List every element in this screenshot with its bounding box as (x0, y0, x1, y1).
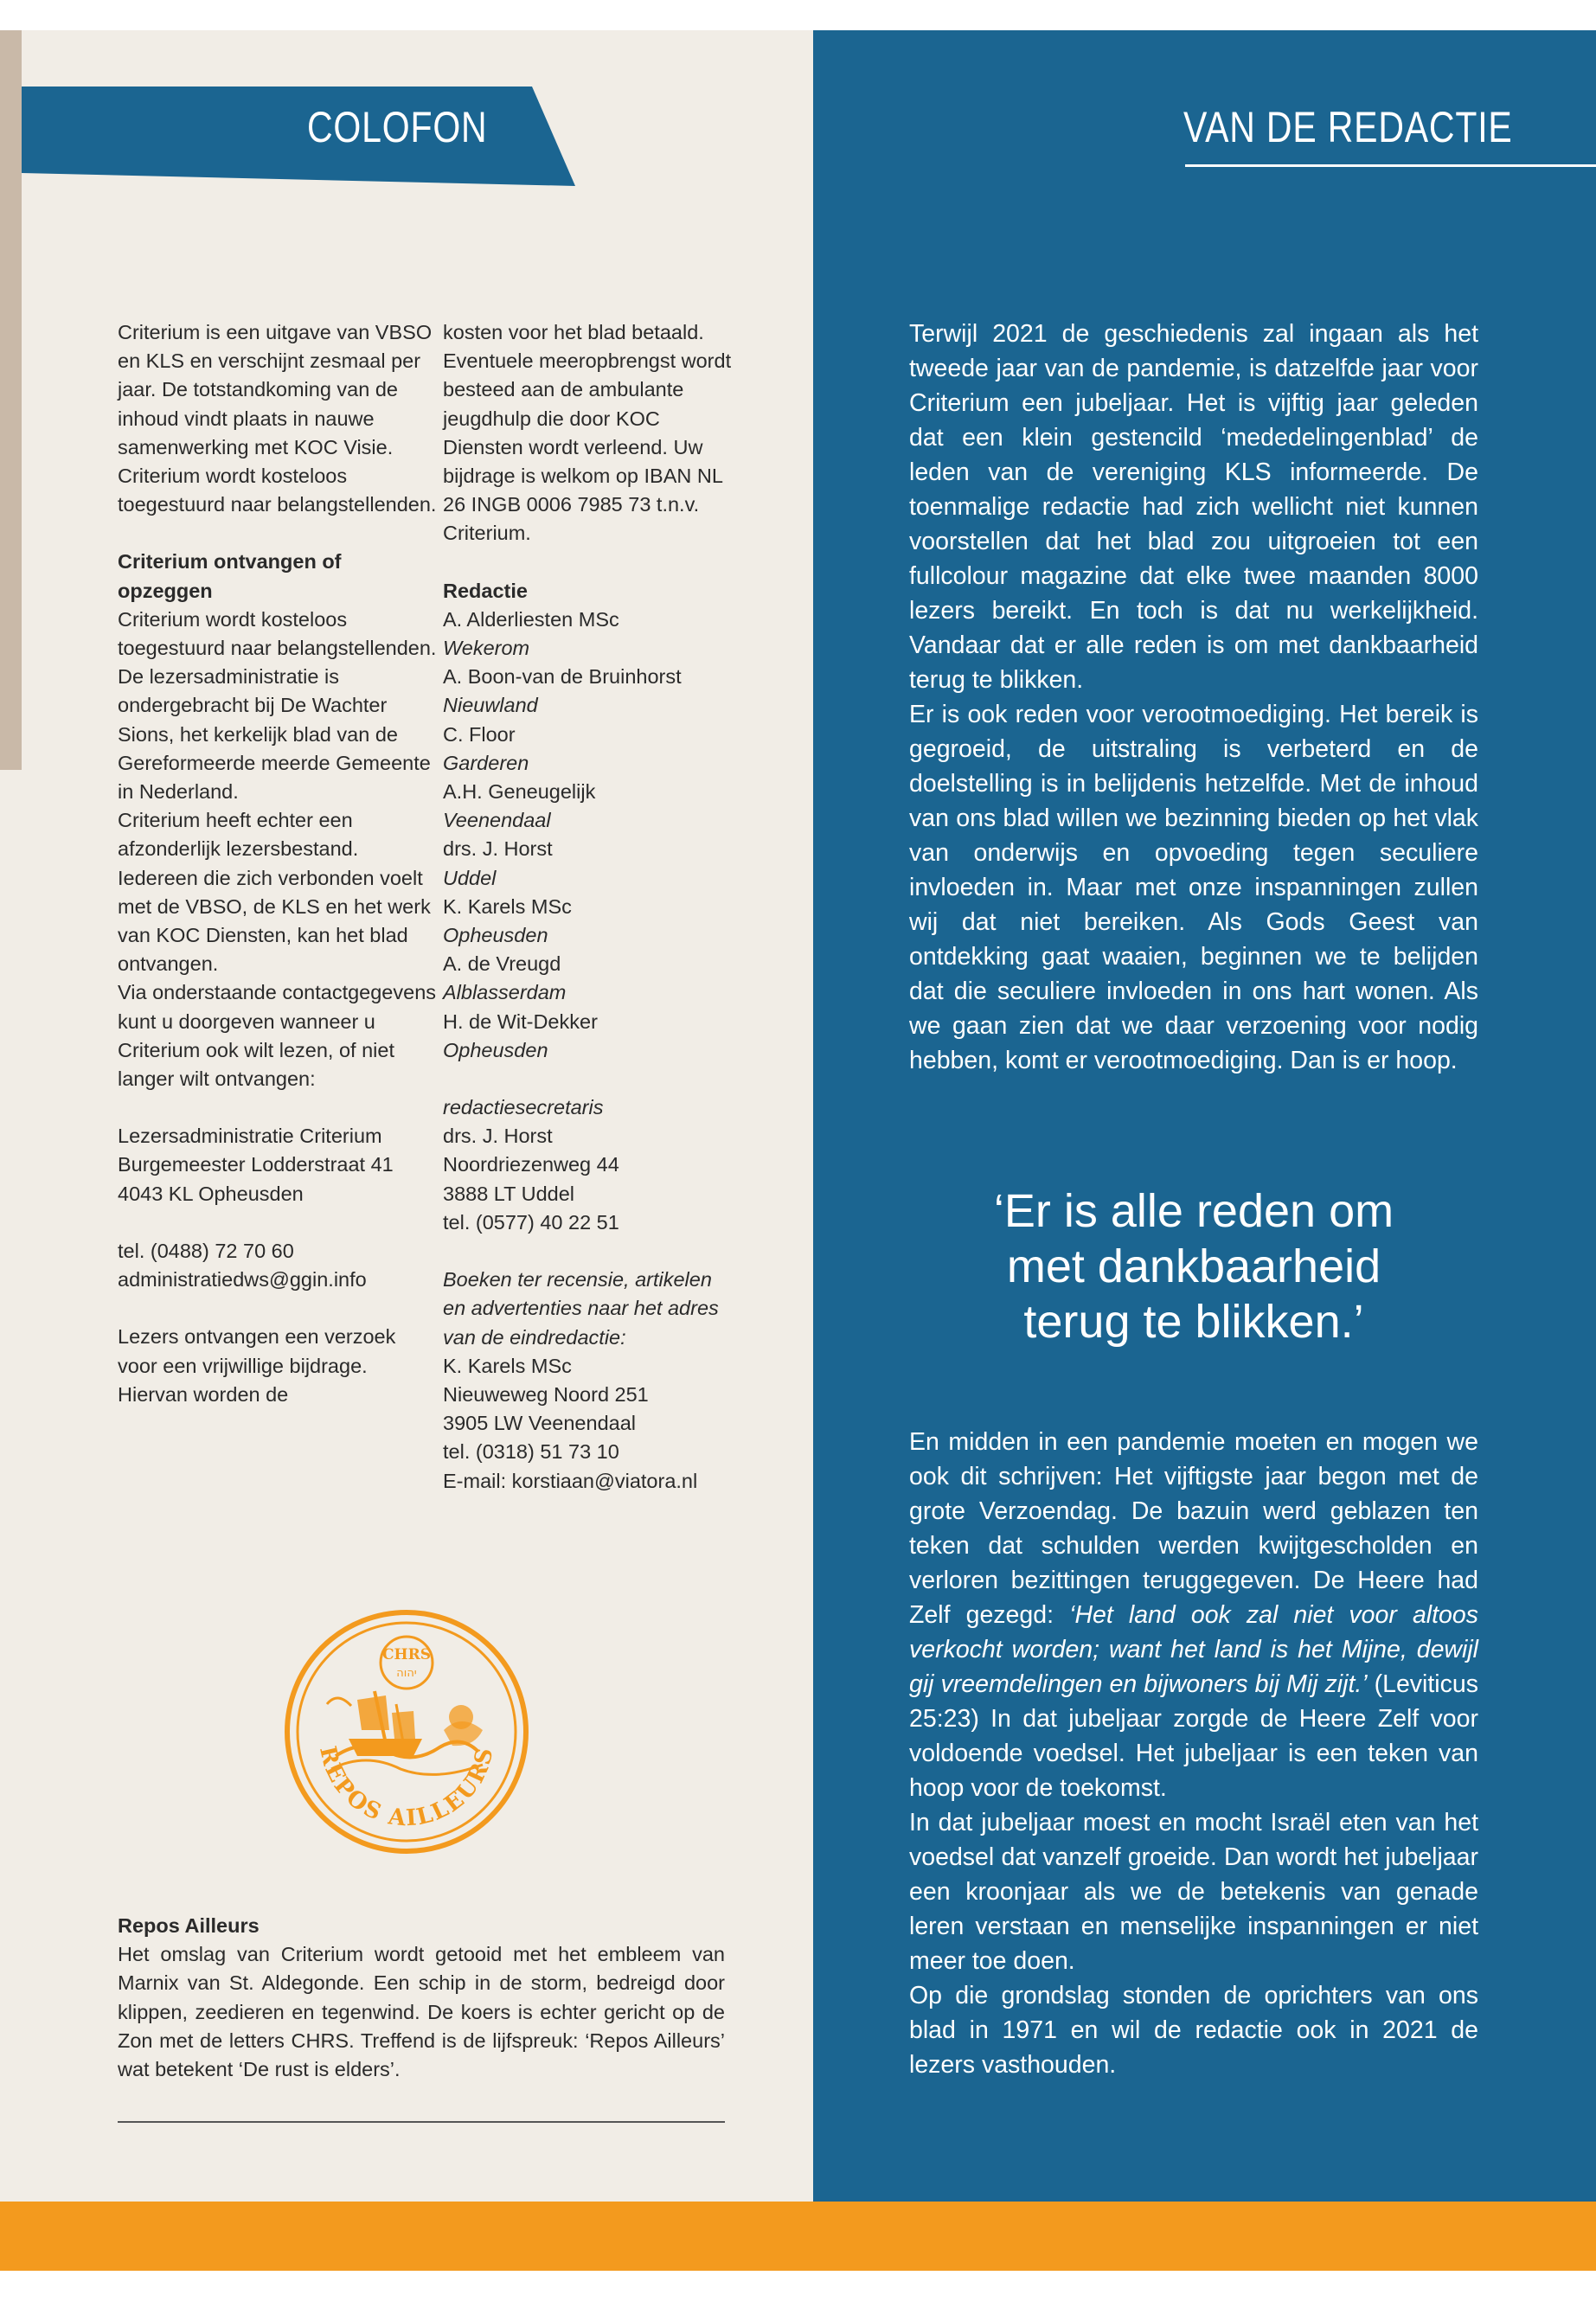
repos-ailleurs-section (118, 1912, 725, 2084)
member-name: A. Alderliesten MSc (443, 607, 619, 631)
member-name: H. de Wit-Dekker (443, 1009, 598, 1033)
repos-text: Het omslag van Criterium wordt getooid met het embleem van Marnix van St. Aldegonde. Een schip in de storm, bedreigd door klippen, zeedieren en tegenwind. De koers is echter gericht op de Zon met de letters CHRS. Treffend is de lijfspreuk: ‘Repos Ailleurs’ wat betekent ‘De rust is elders’. (118, 1943, 725, 2081)
redactie-body-bottom (909, 1425, 1478, 2082)
bijdrage-continued: kosten voor het blad betaald. Eventuele meeropbrengst wordt besteed aan de ambulante jeugdhulp die door KOC Diensten wordt verleend. Uw bijdrage is welkom op IBAN NL 26 INGB 0006 7985 73 t.n.v. Criterium. (443, 321, 732, 545)
repos-heading: Repos Ailleurs (118, 1914, 260, 1937)
repos-ailleurs-emblem-icon (284, 1609, 530, 1856)
member-place: Opheusden (443, 924, 548, 947)
eindredactie-line: Nieuweweg Noord 251 (443, 1382, 649, 1406)
member-name: K. Karels MSc (443, 894, 572, 918)
admin-email: administratiedws@ggin.info (118, 1268, 367, 1292)
address-line-1: Lezersadministratie Criterium (118, 1125, 382, 1148)
bottom-divider (118, 2121, 725, 2123)
address-line-3: 4043 KL Opheusden (118, 1182, 304, 1205)
secretaris-line: Noordriezenweg 44 (443, 1153, 619, 1176)
secretaris-line: tel. (0577) 40 22 51 (443, 1210, 619, 1234)
member-place: Veenendaal (443, 809, 551, 832)
para-3-end: (Leviticus 25:23) In dat jubeljaar zorgde de Heere Zelf voor voldoende voedsel. Het jubeljaar is een teken van hoop voor de toekomst. (909, 1670, 1478, 1802)
secretaris-label: redactiesecretaris (443, 1096, 604, 1119)
redactie-para-3 (909, 1425, 1478, 1805)
footer-orange-bar (0, 2202, 1596, 2271)
member-place: Wekerom (443, 637, 530, 660)
member-name: A.H. Geneugelijk (443, 780, 596, 804)
emblem-hebrew: יהוה (396, 1667, 417, 1680)
emblem-motto: REPOS AILLEURS (314, 1743, 499, 1832)
member-place: Garderen (443, 751, 529, 774)
member-place: Alblasserdam (443, 981, 567, 1004)
eindredactie-line: tel. (0318) 51 73 10 (443, 1440, 619, 1464)
colofon-column-1 (118, 318, 438, 1409)
redactie-para-5: Op die grondslag stonden de oprichters van ons blad in 1971 en wil de redactie ook in 2021 de lezers vasthouden. (909, 1982, 1478, 2079)
member-place: Uddel (443, 866, 497, 889)
member-name: A. de Vreugd (443, 952, 561, 976)
member-name: A. Boon-van de Bruinhorst (443, 665, 682, 689)
eindredactie-email: E-mail: korstiaan@viatora.nl (443, 1469, 698, 1492)
colofon-title: COLOFON (307, 103, 488, 151)
boeken-label: Boeken ter recensie, artikelen en advertenties naar het adres van de eindredactie: (443, 1268, 719, 1349)
bijdrage-text: Lezers ontvangen een verzoek voor een vrijwillige bijdrage. Hiervan worden de (118, 1325, 396, 1406)
member-place: Nieuwland (443, 694, 538, 717)
colofon-intro: Criterium is een uitgave van VBSO en KLS en verschijnt zesmaal per jaar. De totstandkoming van de inhoud vindt plaats in nauwe samenwerking met KOC Visie. Criterium wordt kosteloos toegestuurd naar belangstellenden. (118, 321, 437, 516)
ontvangen-heading: Criterium ontvangen of opzeggen (118, 550, 342, 602)
redactie-title-underline (1185, 164, 1596, 167)
redactie-heading: Redactie (443, 579, 528, 602)
eindredactie-line: K. Karels MSc (443, 1354, 572, 1377)
ontvangen-para-3: Via onderstaande contactgegevens kunt u doorgeven wanneer u Criterium ook wilt lezen, of niet langer wilt ontvangen: (118, 981, 437, 1091)
member-place: Opheusden (443, 1038, 548, 1061)
cover-edge (0, 30, 22, 770)
eindredactie-line: 3905 LW Veenendaal (443, 1412, 636, 1435)
member-name: drs. J. Horst (443, 837, 553, 861)
redactie-para-1: Terwijl 2021 de geschiedenis zal ingaan als het tweede jaar van de pandemie, is datzelfde jaar voor Criterium een jubeljaar. Het is vijftig jaar geleden dat een klein gestencild ‘mededelingenblad’ de leden van de vereniging KLS informeerde. De toenmalige redactie had zich wellicht niet kunnen voorstellen dat het blad zou uitgroeien tot een fullcolour magazine dat elke twee maanden 8000 lezers bereikt. En toch is dat nu werkelijkheid. Vandaar dat er alle reden is om met dankbaarheid terug te blikken. (909, 320, 1478, 694)
admin-phone: tel. (0488) 72 70 60 (118, 1239, 294, 1262)
secretaris-line: 3888 LT Uddel (443, 1182, 574, 1205)
redactie-para-2: Er is ook reden voor verootmoediging. Het bereik is gegroeid, de uitstraling is verbeterd en de doelstelling is in belijdenis hetzelfde. Met de inhoud van ons blad willen we bezinning bieden op het vlak van onderwijs en opvoeding tegen seculiere invloeden in. Maar met onze inspanningen zullen wij dat niet bereiken. Als Gods Geest van ontdekking gaat waaien, beginnen we te belijden dat die seculiere invloeden in ons hart wonen. Als we gaan zien dat we daar verzoening voor nodig hebben, komt er verootmoediging. Dan is er hoop. (909, 701, 1478, 1074)
redactie-title: VAN DE REDACTIE (1183, 103, 1513, 151)
redactie-body-top (909, 317, 1478, 1078)
colofon-column-2 (443, 318, 737, 1496)
address-line-2: Burgemeester Lodderstraat 41 (118, 1153, 394, 1176)
para-3-start: En midden in een pandemie moeten en mogen we ook dit schrijven: Het vijftigste jaar begon met de grote Verzoendag. De bazuin werd geblazen ten teken dat schulden werden kwijtgescholden en verloren bezittingen teruggegeven. De Heere had Zelf gezegd: (909, 1428, 1478, 1629)
leviticus-quote: ‘Het land ook zal niet voor altoos verkocht worden; want het land is het Mijne, dewijl gij vreemdelingen en bijwoners bij Mij zijt.’ (909, 1601, 1479, 1698)
secretaris-line: drs. J. Horst (443, 1125, 553, 1148)
pull-quote: ‘Er is alle reden om met dankbaarheid terug te blikken.’ (993, 1185, 1394, 1348)
emblem-chrs: CHRS (382, 1646, 431, 1663)
redactie-para-4: In dat jubeljaar moest en mocht Israël eten van het voedsel dat vanzelf groeide. Dan wordt het jubeljaar een kroonjaar als we de betekenis van genade leren verstaan en menselijke inspanningen er niet meer toe doen. (909, 1809, 1478, 1975)
ontvangen-para-2: Criterium heeft echter een afzonderlijk lezersbestand. Iedereen die zich verbonden voelt met de VBSO, de KLS en het werk van KOC Diensten, kan het blad ontvangen. (118, 809, 431, 976)
member-name: C. Floor (443, 722, 516, 746)
ontvangen-para-1: Criterium wordt kosteloos toegestuurd naar belangstellenden. De lezersadministratie is ondergebracht bij De Wachter Sions, het kerkelijk blad van de Gereformeerde meerde Gemeente in Nederland. (118, 607, 437, 804)
